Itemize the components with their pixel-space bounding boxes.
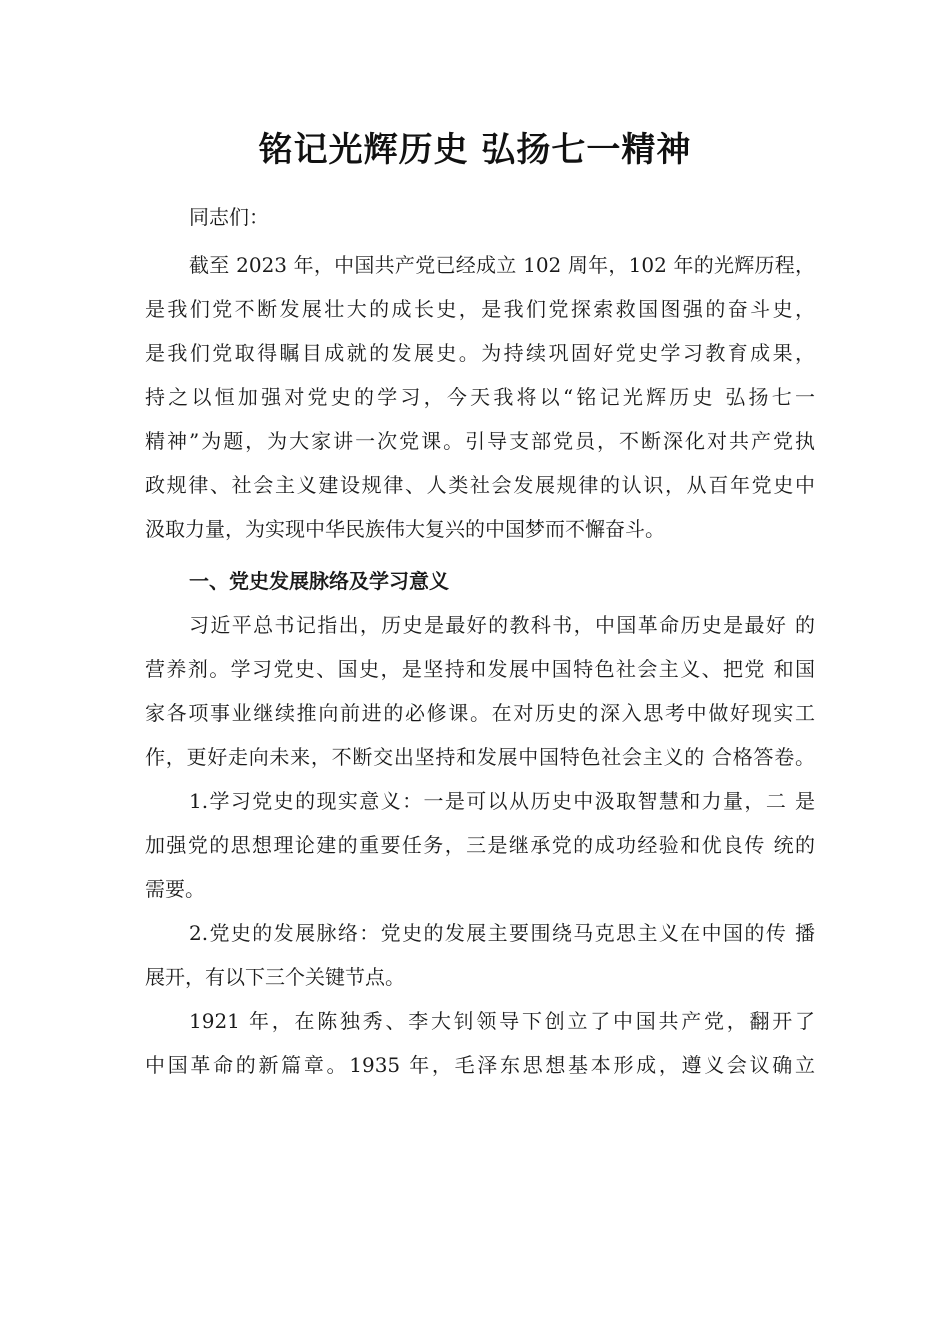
paragraph-line: 习近平总书记指出，历史是最好的教科书，中国革命历史是最好 的	[189, 613, 815, 637]
paragraph-line: 需要。	[145, 877, 205, 901]
salutation: 同志们：	[189, 205, 269, 229]
paragraph-line: 1.学习党史的现实意义：一是可以从历史中汲取智慧和力量，二 是	[189, 789, 815, 813]
paragraph-line: 2.党史的发展脉络：党史的发展主要围绕马克思主义在中国的传 播	[189, 921, 815, 945]
para-1921	[145, 999, 815, 1087]
paragraph-line: 汲取力量，为实现中华民族伟大复兴的中国梦而不懈奋斗。	[145, 517, 665, 541]
point1-paragraph	[145, 779, 815, 911]
paragraph-line: 加强党的思想理论建的重要任务，三是继承党的成功经验和优良传 统的	[145, 833, 815, 857]
point2-paragraph	[145, 911, 815, 999]
paragraph-line: 作，更好走向未来，不断交出坚持和发展中国特色社会主义的 合格答卷。	[145, 745, 815, 769]
paragraph-line: 中国革命的新篇章。1935 年，毛泽东思想基本形成，遵义会议确立	[145, 1053, 815, 1077]
paragraph-line: 政规律、社会主义建设规律、人类社会发展规律的认识，从百年党史中	[145, 473, 815, 497]
paragraph-line: 是我们党不断发展壮大的成长史，是我们党探索救国图强的奋斗史，	[145, 297, 815, 321]
paragraph-line: 截至 2023 年，中国共产党已经成立 102 周年，102 年的光辉历程，	[189, 253, 815, 277]
paragraph-line: 是我们党取得瞩目成就的发展史。为持续巩固好党史学习教育成果，	[145, 341, 815, 365]
paragraph-line: 精神”为题，为大家讲一次党课。引导支部党员，不断深化对共产党执	[145, 429, 815, 453]
section-heading: 一、党史发展脉络及学习意义	[189, 569, 449, 593]
paragraph-line: 持之以恒加强对党史的学习，今天我将以“铭记光辉历史 弘扬七一	[145, 385, 815, 409]
section1-paragraph	[145, 603, 815, 779]
paragraph-line: 家各项事业继续推向前进的必修课。在对历史的深入思考中做好现实工	[145, 701, 815, 725]
document-title: 铭记光辉历史 弘扬七一精神	[258, 130, 692, 170]
paragraph-line: 展开，有以下三个关键节点。	[145, 965, 405, 989]
document-body	[145, 195, 815, 1087]
paragraph-line: 1921 年，在陈独秀、李大钊领导下创立了中国共产党，翻开了	[189, 1009, 815, 1033]
intro-paragraph	[145, 243, 815, 551]
paragraph-line: 营养剂。学习党史、国史，是坚持和发展中国特色社会主义、把党 和国	[145, 657, 815, 681]
